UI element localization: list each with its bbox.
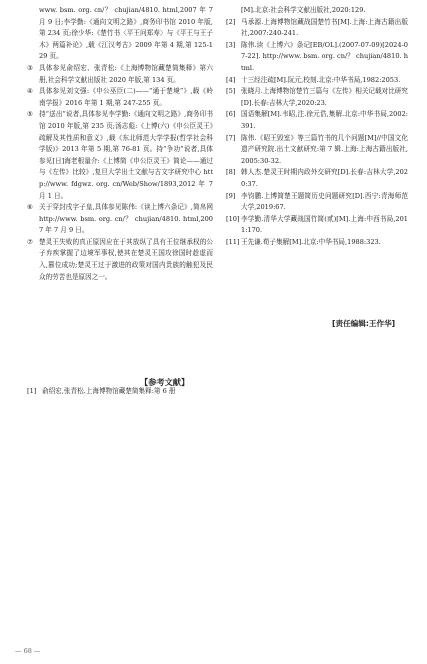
reference-entry	[226, 40, 408, 75]
responsible-editor: [责任编辑:王作华]	[332, 319, 396, 328]
reference-text: 韩人杰.楚灵王时期内政外交研究[D].长春:吉林大学,2020:37.	[241, 168, 408, 188]
reference-text: 王先谦.荀子集解[M].北京:中华书局,1988:323.	[241, 237, 381, 246]
reference-entry	[226, 75, 408, 87]
reference-entry	[27, 386, 228, 398]
footnote-7	[27, 237, 213, 283]
reference-entry	[226, 214, 408, 237]
reference-text: [M].北京:社会科学文献出版社,2020:129.	[241, 6, 366, 14]
footnote-marker: ⑥	[27, 203, 33, 212]
footnote-text: 具体参见刘文强:《申公巫臣(二)——“通于楚境”》,载《岭南学报》2016 年第 1 期,第 247-255 页。	[39, 87, 213, 107]
reference-number: [4]	[226, 75, 236, 84]
references-right-column	[226, 5, 408, 248]
reference-entry	[226, 109, 408, 132]
footnote-4	[27, 86, 213, 109]
reference-number: [10]	[226, 214, 240, 223]
reference-entry	[226, 86, 408, 109]
footnote-text: www. bsm. org. cn/？ chujian/4810. html,2007 年 7 月 9 日;李学勤:《通向文明之路》,商务印书馆 2010 年版,第 234 页;徐少华:《楚竹书〈平王问郑寿〉与《平王与王子木》两篇补论》,载《江汉考古》2009 年第 4 期,第 125-129 页。	[39, 6, 213, 61]
reference-number: [7]	[226, 133, 236, 142]
reference-text: 张晓月.上海博物馆楚竹三篇与《左传》相关记载对比研究[D].长春:吉林大学,2020:23.	[241, 87, 408, 107]
footnote-text: 楚灵王失败的真正原因应在于其放纵了具有王位继承权的公子弃疾掌握了边境军事权,使其在楚灵王国攻徐国时趁虚而入,篡位成功;楚灵王过于激进的政策对国内贵族的触犯及民众的劳苦也是原因之一。	[39, 237, 213, 281]
reference-entry	[226, 5, 408, 17]
reference-entry	[226, 237, 408, 249]
reference-text: 陈伟.读《上博六》条记[EB/OL].(2007-07-09)[2024-07-22]. http://www. bsm. org. cn/？ chujian/4810. html.	[241, 40, 408, 72]
footnote-text: 关于穿封戌字子皇,具体参见陈伟:《读上博六条记》,简帛网 http://www. bsm. org. cn/？ chujian/4810. html,2007 年 7 月 9 日。	[39, 203, 213, 235]
reference-text: 李学勤.清华大学藏战国竹简(贰)[M].上海:中西书局,2011:170.	[241, 214, 408, 235]
reference-1	[27, 386, 417, 398]
reference-number: [9]	[226, 191, 236, 200]
reference-number: [2]	[226, 17, 236, 26]
reference-number: [3]	[226, 40, 236, 49]
reference-number: [8]	[226, 168, 236, 177]
reference-text: 李钧鹏.上博简楚王题简历史问题研究[D].西宁:青海师范大学,2019:67.	[241, 191, 408, 212]
footnotes-left-column	[27, 5, 213, 283]
footnote-3	[27, 63, 213, 86]
footnote-marker: ⑦	[27, 237, 33, 246]
reference-text: 陈伟.《昭王毁室》等三篇竹书的几个问题[M]//中国文化遗产研究院.出土文献研究:第 7 辑.上海:上海古籍出版社,2005:30-32.	[241, 133, 408, 165]
reference-number: [5]	[226, 87, 236, 96]
reference-entry	[226, 191, 408, 214]
page-number: — 68 —	[15, 647, 41, 655]
reference-entry	[226, 167, 408, 190]
footnote-marker: ④	[27, 87, 33, 96]
reference-text: 十三经注疏[M].阮元,校刻.北京:中华书局,1982:2053.	[241, 75, 401, 84]
reference-number: [1]	[27, 387, 37, 395]
footnote-text: 持“送出”说者,具体参见李学勤:《通向文明之路》,商务印书馆 2010 年版,第 235 页;汤志彪:《上博(六)《申公臣灵王》疏解及其性质和意义》,载《东北师范大学学报(哲学社会科学版)》2013 年第 5 期,第 76-81 页。持“争功”说者,具体参见[日]海老根量介:《上博简《申公臣灵王》简论——通过与《左传》比较》,复旦大学出土文献与古文字研究中心 http://www. fdgwz. org. cn/Web/Show/1893,2012 年 7 月 1 日。	[39, 110, 213, 200]
footnote-text: 具体参见俞绍宏、张青松:《上海博物馆藏楚简集释》第六册,社会科学文献出版社 2020 年版,第 134 页。	[39, 63, 213, 84]
reference-entry	[226, 17, 408, 40]
footnote-marker: ③	[27, 63, 33, 72]
reference-entry	[226, 133, 408, 168]
reference-number: [11]	[226, 237, 240, 246]
footnote-6	[27, 202, 213, 237]
footnote-marker: ⑤	[27, 110, 33, 119]
reference-number: [6]	[226, 110, 236, 119]
reference-text: 马承源.上海博物馆藏战国楚竹书[M].上海:上海古籍出版社,2007:240-241.	[241, 17, 408, 38]
reference-text: 国语集解[M].韦昭,注.徐元诰,集解.北京:中华书局,2002:391.	[241, 110, 408, 130]
footnote-continued	[27, 5, 213, 63]
references-title: 【参考文献】	[140, 377, 190, 387]
reference-text: 俞绍宏,张青松.上海博物馆藏楚简集释:第 6 册	[42, 387, 176, 395]
footnote-5	[27, 109, 213, 202]
